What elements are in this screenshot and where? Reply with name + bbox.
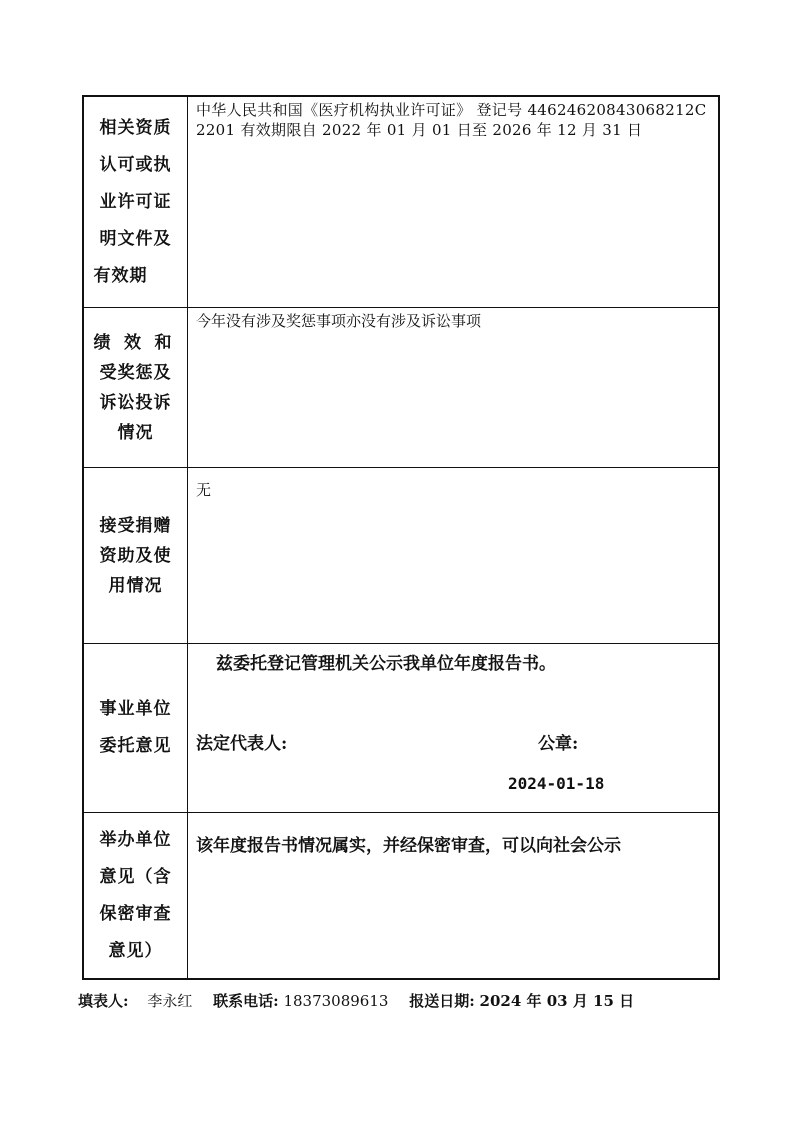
row-performance [84, 307, 718, 467]
label-line: 受奖惩及 [99, 362, 172, 383]
label-line: 事业单位 [99, 699, 172, 719]
label-line: 情况 [117, 422, 154, 443]
label-line: 业许可证 [99, 191, 172, 212]
label-line: 接受捐赠 [99, 515, 172, 536]
row-delegation [84, 643, 718, 812]
performance-content: 今年没有涉及奖惩事项亦没有涉及诉讼事项 [196, 312, 482, 330]
row-license [84, 97, 718, 307]
label-line: 诉讼投诉 [99, 392, 172, 413]
row-label-delegation [84, 644, 188, 812]
filler-name: 李永红 [147, 992, 193, 1010]
label-line: 意见（含 [99, 866, 172, 887]
label-line: 相关资质 [99, 117, 172, 138]
label-line: 有效期 [93, 265, 148, 286]
row-label-performance [84, 308, 188, 467]
label-line: 认可或执 [99, 154, 172, 175]
label-line: 保密审查 [99, 903, 172, 924]
row-label-donations [84, 468, 188, 643]
label-line: 委托意见 [99, 736, 172, 756]
submit-date-label: 报送日期: [409, 992, 475, 1010]
label-line: 意见） [108, 940, 163, 961]
row-label-sponsor-opinion [84, 813, 188, 978]
submit-date: 2024 年 03 月 15 日 [479, 992, 635, 1010]
license-content: 中华人民共和国《医疗机构执业许可证》 登记号 44624620843068212C2201 有效期限自 2022 年 01 月 01 日至 2026 年 12 月 31 日 [196, 101, 707, 139]
report-footer [78, 990, 758, 1011]
sponsor-opinion-content: 该年度报告书情况属实，并经保密审查，可以向社会公示 [196, 836, 621, 856]
donations-content: 无 [196, 481, 212, 499]
row-donations [84, 467, 718, 643]
phone-number: 18373089613 [283, 992, 389, 1010]
label-line: 明文件及 [99, 228, 172, 249]
filler-label: 填表人: [78, 992, 129, 1010]
delegation-content [188, 644, 718, 812]
label-line: 资助及使 [99, 545, 172, 566]
annual-report-table [82, 95, 720, 980]
row-sponsor-opinion [84, 812, 718, 978]
row-label-license [84, 97, 188, 307]
label-line: 举办单位 [99, 829, 172, 850]
delegation-statement: 兹委托登记管理机关公示我单位年度报告书。 [216, 654, 556, 674]
official-seal-label: 公章: [538, 734, 579, 754]
legal-representative-label: 法定代表人: [196, 734, 288, 754]
delegation-date: 2024-01-18 [508, 774, 605, 793]
label-line: 用情况 [108, 575, 163, 596]
phone-label: 联系电话: [213, 992, 279, 1010]
label-line: 绩效和 [93, 332, 178, 353]
